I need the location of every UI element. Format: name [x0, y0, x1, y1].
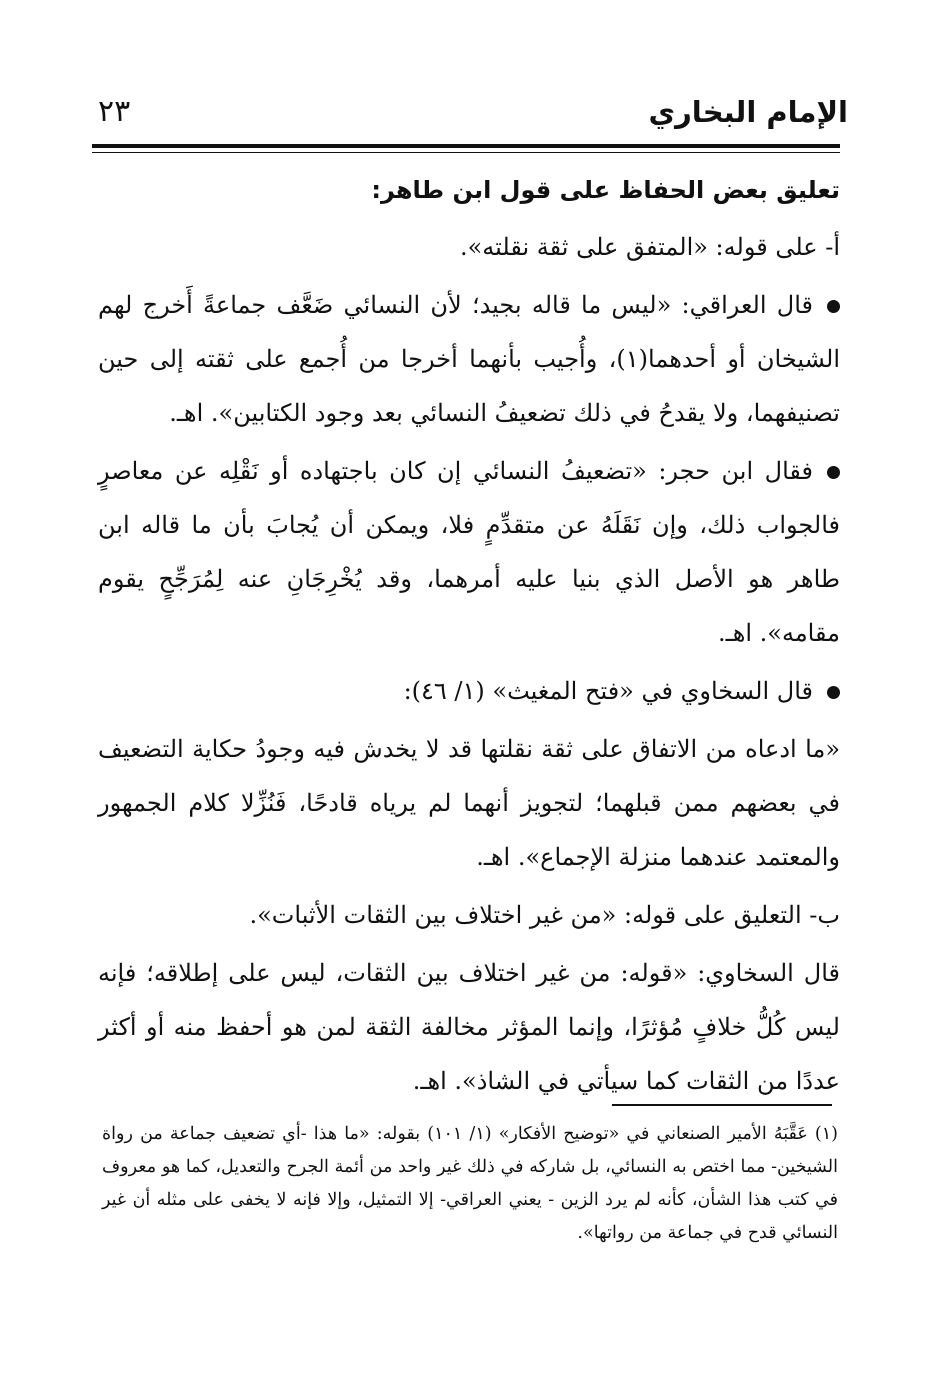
bullet-icon	[827, 686, 840, 699]
paragraph-ibn-hajar	[98, 444, 840, 660]
header-rule-thin	[92, 152, 840, 153]
header-rule-thick	[92, 144, 840, 148]
paragraph-a: أ- على قوله: «المتفق على ثقة نقلته».	[459, 233, 840, 261]
bullet-icon	[827, 300, 840, 313]
section-heading: تعليق بعض الحفاظ على قول ابن طاهر:	[371, 176, 840, 204]
footnote: (١) عَقَّبَهُ الأمير الصنعاني في «توضيح الأفكار» (١/ ١٠١) بقوله: «ما هذا -أي تضعيف جماعة من رواة الشيخين- مما اختص به النسائي، بل شاركه في ذلك غير واحد من أئمة الجرح والتعديل، كما هو معروف في كتب هذا الشأن، كأنه لم يرد الزين - يعني العراقي- إلا التمثيل، وإلا فإنه لا يخفى على مثله أن غير النسائي قدح في جماعة من رواتها».	[102, 1124, 838, 1243]
page-header	[88, 92, 848, 136]
paragraph-sakhawi-intro	[98, 664, 840, 718]
paragraph-sakhawi-comment: قال السخاوي: «قوله: من غير اختلاف بين الثقات، ليس على إطلاقه؛ فإنه ليس كُلُّ خلافٍ مُؤثرًا، وإنما المؤثر مخالفة الثقة لمن هو أحفظ منه أو أكثر عددًا من الثقات كما سيأتي في الشاذ». اهـ.	[98, 959, 840, 1095]
footnote-separator	[612, 1104, 832, 1106]
paragraph-iraqi	[98, 278, 840, 440]
paragraph-iraqi-text: قال العراقي: «ليس ما قاله بجيد؛ لأن النسائي ضَعَّف جماعةً أَخرج لهم الشيخان أو أحدهما(١)، وأُجيب بأنهما أخرجا من أُجمع على ثقته إلى حين تصنيفهما، ولا يقدحُ في ذلك تضعيفُ النسائي بعد وجود الكتابين». اهـ.	[98, 291, 840, 427]
page-number: ٢٣	[98, 94, 131, 129]
paragraph-sakhawi-intro-text: قال السخاوي في «فتح المغيث» (١/ ٤٦):	[403, 677, 813, 705]
main-text	[98, 166, 840, 1112]
paragraph-b: ب- التعليق على قوله: «من غير اختلاف بين الثقات الأثبات».	[249, 901, 840, 929]
bullet-icon	[827, 466, 840, 479]
paragraph-ibn-hajar-text: فقال ابن حجر: «تضعيفُ النسائي إن كان باجتهاده أو نَقْلِه عن معاصرٍ فالجواب ذلك، وإن نَقَلَهُ عن متقدِّمٍ فلا، ويمكن أن يُجابَ بأن ما قاله ابن طاهر هو الأصل الذي بنيا عليه أمرهما، وقد يُخْرِجَانِ عنه لِمُرَجِّحٍ يقوم مقامه». اهـ.	[98, 457, 840, 647]
running-title: الإمام البخاري	[648, 95, 848, 129]
paragraph-sakhawi-quote: «ما ادعاه من الاتفاق على ثقة نقلتها قد لا يخدش فيه وجودُ حكاية التضعيف في بعضهم ممن قبلهما؛ لتجويز أنهما لم يرياه قادحًا، فَنُزِّلا كلام الجمهور والمعتمد عندهما منزلة الإجماع». اهـ.	[98, 735, 840, 871]
